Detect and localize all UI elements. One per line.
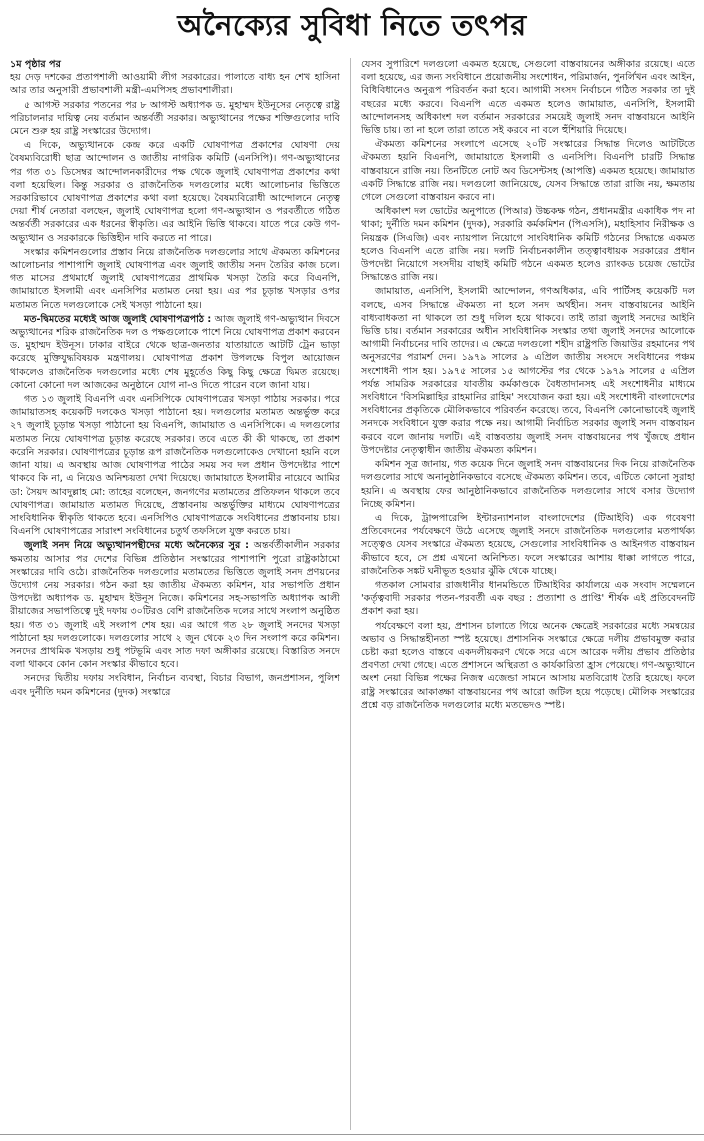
article-column-right — [361, 58, 695, 1130]
article-paragraph: ৫ আগস্ট সরকার পতনের পর ৮ আগস্ট অধ্যাপক ড. মুহাম্মদ ইউনূসের নেতৃত্বে রাষ্ট্র পরিচালনার দায়িত্ব নেয় বর্তমান অন্তর্বর্তী সরকার। অভ্যুত্থানের পক্ষের শক্তিগুলোর দাবি মেনে শুরু হয় রাষ্ট্র সংস্কারের উদ্যোগ। — [10, 99, 340, 138]
right-column-body — [361, 58, 695, 712]
article-subhead-text: অন্তর্বর্তীকালীন সরকার ক্ষমতায় আসার পর দেশের বিভিন্ন প্রতিষ্ঠান সংস্কারের পাশাপাশি পুরো রাষ্ট্রকাঠামো সংস্কারের দাবি ওঠে। রাজনৈতিক দলগুলোর মতামতের ভিত্তিতে জুলাই সনদ প্রণয়নের উদ্যোগ নেয় সরকার। গঠন করা হয় জাতীয় ঐকমত্য কমিশন, যার সভাপতি প্রধান উপদেষ্টা অধ্যাপক ড. মুহাম্মদ ইউনূস নিজে। কমিশনের সহ-সভাপতি অধ্যাপক আলী রীয়াজের সভাপতিত্বে দুই দফায় ৩০টিরও বেশি রাজনৈতিক দলের সাথে সংলাপ অনুষ্ঠিত হয়। গত ৩১ জুলাই এই সংলাপ শেষ হয়। এর আগে গত ২৮ জুলাই সনদের খসড়া পাঠানো হয় দলগুলোকে। দলগুলোর সাথে ২ জুন থেকে ২৩ দিন সংলাপ করে কমিশন। সনদের প্রাথমিক খসড়ায় শুধু পটভূমি এবং সাত দফা অঙ্গীকার রয়েছে। বিস্তারিত সনদে বলা থাকবে কোন কোন সংস্কার কীভাবে হবে। — [10, 540, 340, 671]
article-paragraph: এ দিকে, অভ্যুত্থানকে কেন্দ্র করে একটি ঘোষণাপত্র প্রকাশের ঘোষণা দেয় বৈষম্যবিরোধী ছাত্র আন্দোলন ও জাতীয় নাগরিক কমিটি (এনসিপি)। গণ-অভ্যুত্থানের পর গত ৩১ ডিসেম্বর আন্দোলনকারীদের পক্ষ থেকে জুলাই ঘোষণাপত্র প্রকাশের কথা বলা হয়েছিল। কিন্তু সরকার ও রাজনৈতিক দলগুলোর মধ্যে আলোচনার ভিত্তিতে সরকারিভাবে ঘোষণাপত্র প্রকাশের কথা বলা হয়েছে। বৈষম্যবিরোধী আন্দোলনে নেতৃত্ব দেয়া শীর্ষ নেতারা বলছেন, জুলাই ঘোষণাপত্র হলো গণ-অভ্যুত্থান ও পরবর্তীতে গঠিত অন্তর্বর্তী সরকারের এক ধরনের স্বীকৃতি। এর আইনি ভিত্তি থাকবে। যাতে পরে কেউ গণ-অভ্যুত্থান ও সরকারকে ভিত্তিহীন দাবি করতে না পারে। — [10, 140, 340, 244]
article-paragraph: জামায়াত, এনসিপি, ইসলামী আন্দোলন, গণঅধিকার, এবি পার্টিসহ কয়েকটি দল বলছে, এসব সিদ্ধান্তে ঐকমত্য না হলে সনদ অর্থহীন। সনদ বাস্তবায়নের আইনি বাধ্যবাধকতা না থাকলে তা শুধু দলিল হয়ে থাকবে। তাই তারা জুলাই সনদের আইনি ভিত্তি চায়। বর্তমান সরকারের অধীন সাংবিধানিক সংস্কার তথা জুলাই সনদের আলোকে আগামী নির্বাচনের দাবি তাদের। এ ক্ষেত্রে দলগুলো শহীদ রাষ্ট্রপতি জিয়াউর রহমানের পথ অনুসরণের পরামর্শ দেন। ১৯৭৯ সালের ৯ এপ্রিল জাতীয় সংসদে সংবিধানের পঞ্চম সংশোধনী পাস হয়। ১৯৭৫ সালের ১৫ আগস্টের পর থেকে ১৯৭৯ সালের ৫ এপ্রিল পর্যন্ত সামরিক সরকারের যাবতীয় কর্মকাণ্ডকে বৈধতাদানসহ এই সংশোধনীর মাধ্যমে সংবিধানে 'বিসমিল্লাহির রাহমানির রাহিম' সংযোজন করা হয়। এই সংশোধনী বাংলাদেশের সংবিধানের প্রকৃতিকে মৌলিকভাবে পরিবর্তন করেছে। তবে, বিএনপি কোনোভাবেই জুলাই সনদকে সংবিধানে যুক্ত করার পক্ষে নয়। আগামী নির্বাচিত সরকার জুলাই সনদ বাস্তবায়ন করবে বলে জানায় দলটি। এই বাস্তবতায় জুলাই সনদ বাস্তবায়নের পথ খুঁজছে প্রধান উপদেষ্টার নেতৃত্বাধীন জাতীয় ঐকমত্য কমিশন। — [361, 286, 695, 456]
article-paragraph: ঐকমত্য কমিশনের সংলাপে এসেছে ২০টি সংস্কারের সিদ্ধান্ত দিলেও আটটিতে ঐকমত্য হয়নি বিএনপি, জামায়াতে ইসলামী ও এনসিপি। বিএনপি চারটি সিদ্ধান্ত বাস্তবায়নে রাজি নয়। তিনটিতে নোট অব ডিসেন্টসহ (আপত্তি) একমত হয়েছে। জামায়াত একটি সিদ্ধান্তে রাজি নয়। দলগুলো জানিয়েছে, যেসব সিদ্ধান্তে তারা রাজি নয়, ক্ষমতায় গেলে সেগুলো বাস্তবায়ন করবে না। — [361, 139, 695, 204]
article-subheading: মত-দ্বিমতের মধ্যেই আজ জুলাই ঘোষণাপত্রপাঠ : — [24, 313, 215, 325]
article-paragraph: এ দিকে, ট্রান্সপারেন্সি ইন্টারন্যাশনাল বাংলাদেশের (টিআইবি) এক গবেষণা প্রতিবেদনের পর্যবেক্ষণে উঠে এসেছে জুলাই সনদে রাজনৈতিক দলগুলোর মতপার্থক্য সত্ত্বেও যেসব সংস্কারে ঐকমত্য হয়েছে, সেগুলোর সাংবিধানিক ও আইনগত বাস্তবায়ন কীভাবে হবে, সে প্রশ্ন এখনো অনিশ্চিত। ফলে সংস্কারের আশায় ধাক্কা লাগতে পারে, রাজনৈতিক সঙ্কট ঘনীভূত হওয়ার ঝুঁকি থেকে যাচ্ছে। — [361, 512, 695, 577]
article-paragraph: গতকাল সোমবার রাজধানীর ধানমন্ডিতে টিআইবির কার্যালয়ে এক সংবাদ সম্মেলনে 'কর্তৃত্ববাদী সরকার পতন-পরবর্তী এক বছর : প্রত্যাশা ও প্রাপ্তি' শীর্ষক এই প্রতিবেদনটি প্রকাশ করা হয়। — [361, 579, 695, 618]
article-paragraph: পর্যবেক্ষণে বলা হয়, প্রশাসন চালাতে গিয়ে অনেক ক্ষেত্রেই সরকারের মধ্যে সমন্বয়ের অভাব ও সিদ্ধান্তহীনতা স্পষ্ট হয়েছে। প্রশাসনিক সংস্কারে ক্ষেত্রে দলীয় প্রভাবমুক্ত করার চেষ্টা করা হলেও বাস্তবে একদলীয়করণ থেকে সরে এসে আরেক দলীয় প্রভাব প্রতিষ্ঠার প্রবণতা দেখা গেছে। এতে প্রশাসনে অস্থিরতা ও কার্যকারিতা হ্রাস পেয়েছে। গণ-অভ্যুত্থানে অংশ নেয়া বিভিন্ন পক্ষের নিজস্ব এজেন্ডা সামনে আসায় মতবিরোধ তৈরি হয়েছে। ফলে রাষ্ট্র সংস্কারের আকাঙ্ক্ষা বাস্তবায়নের পথ আরো জটিল হয়ে পড়েছে। মৌলিক সংস্কারের প্রশ্নে বড় রাজনৈতিক দলগুলোর মধ্যে মতভেদও স্পষ্ট। — [361, 620, 695, 711]
article-column-left — [10, 58, 340, 1130]
article-paragraph-continued: হয় দেড় দশকের প্রতাপশালী আওয়ামী লীগ সরকারের। পালাতে বাধ্য হন শেখ হাসিনা আর তার অনুসারী প্রভাবশালী মন্ত্রী-এমপিসহ প্রভাবশালীরা। — [10, 72, 340, 97]
article-headline: অনৈক্যের সুবিধা নিতে তৎপর — [177, 8, 527, 42]
article-paragraph: অধিকাংশ দল ভোটের অনুপাতে (পিআর) উচ্চকক্ষ গঠন, প্রধানমন্ত্রীর একাধিক পদ না থাকা; দুর্নীতি দমন কমিশন (দুদক), সরকারি কর্মকমিশন (পিএসসি), মহাহিসাব নিরীক্ষক ও নিয়ন্ত্রক (সিএজি) এবং ন্যায়পাল নিয়োগে সাংবিধানিক কমিটি গঠনের সিদ্ধান্তে একমত হলেও বিএনপি এতে রাজি নয়। দলটি নির্বাচনকালীন তত্ত্বাবধায়ক সরকারের প্রধান উপদেষ্টা নিয়োগে সংসদীয় বাছাই কমিটি গঠনে একমত হলেও র‌্যাংকড চয়েজ ভোটের সিদ্ধান্তেও রাজি নয়। — [361, 206, 695, 284]
article-paragraph: সংস্কার কমিশনগুলোর প্রস্তাব নিয়ে রাজনৈতিক দলগুলোর সাথে ঐকমত্য কমিশনের আলোচনার পাশাপাশি জুলাই ঘোষণাপত্র এবং জুলাই জাতীয় সনদ তৈরির কাজ চলে। গত মাসের প্রথমার্ধে জুলাই ঘোষণাপত্রের প্রাথমিক খসড়া তৈরি করে বিএনপি, জামায়াতে ইসলামী এবং এনসিপির মতামত নেয়া হয়। এর পর চূড়ান্ত খসড়ার ওপর মতামত নিতে দলগুলোকে সেই খসড়া পাঠানো হয়। — [10, 246, 340, 311]
left-column-body — [10, 71, 340, 699]
article-subhead-paragraph — [10, 539, 340, 671]
article-subhead-paragraph — [10, 313, 340, 392]
article-paragraph: সনদের দ্বিতীয় দফায় সংবিধান, নির্বাচন ব্যবস্থা, বিচার বিভাগ, জনপ্রশাসন, পুলিশ এবং দুর্নীতি দমন কমিশনের (দুদক) সংস্কারে — [10, 673, 340, 698]
article-subhead-text: আজ জুলাই গণ-অভ্যুত্থান দিবসে অভ্যুত্থানের শরিক রাজনৈতিক দল ও পক্ষগুলোকে পাশে নিয়ে ঘোষণাপত্র প্রকাশ করবেন ড. মুহাম্মদ ইউনূস। ঢাকার বাইরে থেকে ছাত্র-জনতার যাতায়াতে আটটি ট্রেন ভাড়া করেছে মুক্তিযুদ্ধবিষয়ক মন্ত্রণালয়। ঘোষণাপত্র প্রকাশ উপলক্ষে বিপুল আয়োজন থাকলেও রাজনৈতিক দলগুলোর মধ্যে শেষ মুহূর্তেও কিছু কিছু ক্ষেত্রে দ্বিমত রয়েছে। কোনো কোনো দল আজকের অনুষ্ঠানে যোগ না-ও দিতে পারেন বলে জানা যায়। — [10, 313, 340, 391]
page-continuation-ref: ১ম পৃষ্ঠার পর — [10, 59, 61, 70]
column-divider — [350, 58, 351, 1130]
article-paragraph: কমিশন সূত্র জানায়, গত কয়েক দিনে জুলাই সনদ বাস্তবায়নের দিক নিয়ে রাজনৈতিক দলগুলোর সাথে অনানুষ্ঠানিকভাবে বসেছে ঐকমত্য কমিশন। তবে, এটিতে কোনো সুরাহা হয়নি। এ অবস্থায় ফের আনুষ্ঠানিকভাবে রাজনৈতিক দলগুলোর সাথে বসার উদ্যোগ নিচ্ছে কমিশন। — [361, 459, 695, 510]
article-subheading: জুলাই সনদ নিয়ে অভ্যুত্থানপন্থীদের মধ্যে অনৈক্যের সুর : — [24, 540, 254, 552]
article-paragraph: গত ১৩ জুলাই বিএনপি এবং এনসিপিকে ঘোষণাপত্রের খসড়া পাঠায় সরকার। পরে জামায়াতসহ কয়েকটি দলকেও খসড়া পাঠানো হয়। দলগুলোর মতামত অন্তর্ভুক্ত করে ২৭ জুলাই চূড়ান্ত খসড়া পাঠানো হয় বিএনপি, জামায়াত ও এনসিপিকে। এ দলগুলোর মতামত নিয়ে ঘোষণাপত্র চূড়ান্ত করেছে সরকার। তবে এতে কী কী থাকছে, তা প্রকাশ করেনি সরকার। ঘোষণাপত্রের চূড়ান্ত রূপ রাজনৈতিক দলগুলোকেও দেখানো হয়নি বলে জানা যায়। এ অবস্থায় আজ ঘোষণাপত্র পাঠের সময় সব দল প্রধান উপদেষ্টার পাশে থাকবে কি না, এ নিয়েও অনিশ্চয়তা দেখা দিয়েছে। জামায়াতে ইসলামীর নায়েবে আমির ডা: সৈয়দ আবদুল্লাহ মো: তাহের বলেছেন, জনগণের মতামতের প্রতিফলন থাকলে তবে ঘোষণাপত্র। জামায়াত মতামত দিয়েছে, প্রস্তাবনায় অন্তর্ভুক্তির মাধ্যমে ঘোষণাপত্রের সাংবিধানিক স্বীকৃতি থাকতে হবে। এনসিপিও ঘোষণাপত্রকে সংবিধানের প্রস্তাবনায় চায়। বিএনপি ঘোষণাপত্রের সারাংশ সংবিধানের চতুর্থ তফসিলে যুক্ত করতে চায়। — [10, 394, 340, 538]
article-paragraph-continued: যেসব সুপারিশে দলগুলো একমত হয়েছে, সেগুলো বাস্তবায়নের অঙ্গীকার রয়েছে। এতে বলা হয়েছে, এর জন্য সংবিধানে প্রয়োজনীয় সংশোধন, পরিমার্জন, পুনর্লিখন এবং আইন, বিধিবিধানেও অনুরূপ পরিবর্তন করা হবে। আগামী সংসদ নির্বাচনে গঠিত সরকার তা দুই বছরের মধ্যে করবে। বিএনপি এতে একমত হলেও জামায়াত, এনসিপি, ইসলামী আন্দোলনসহ অধিকাংশ দল বর্তমান সরকারের সময়েই জুলাই সনদ বাস্তবায়নে আইনি ভিত্তি চায়। তা না হলে তারা তাতে সই করবে না বলে হুঁশিয়ারি দিয়েছে। — [361, 59, 695, 137]
page-bottom-rule — [0, 1134, 704, 1138]
